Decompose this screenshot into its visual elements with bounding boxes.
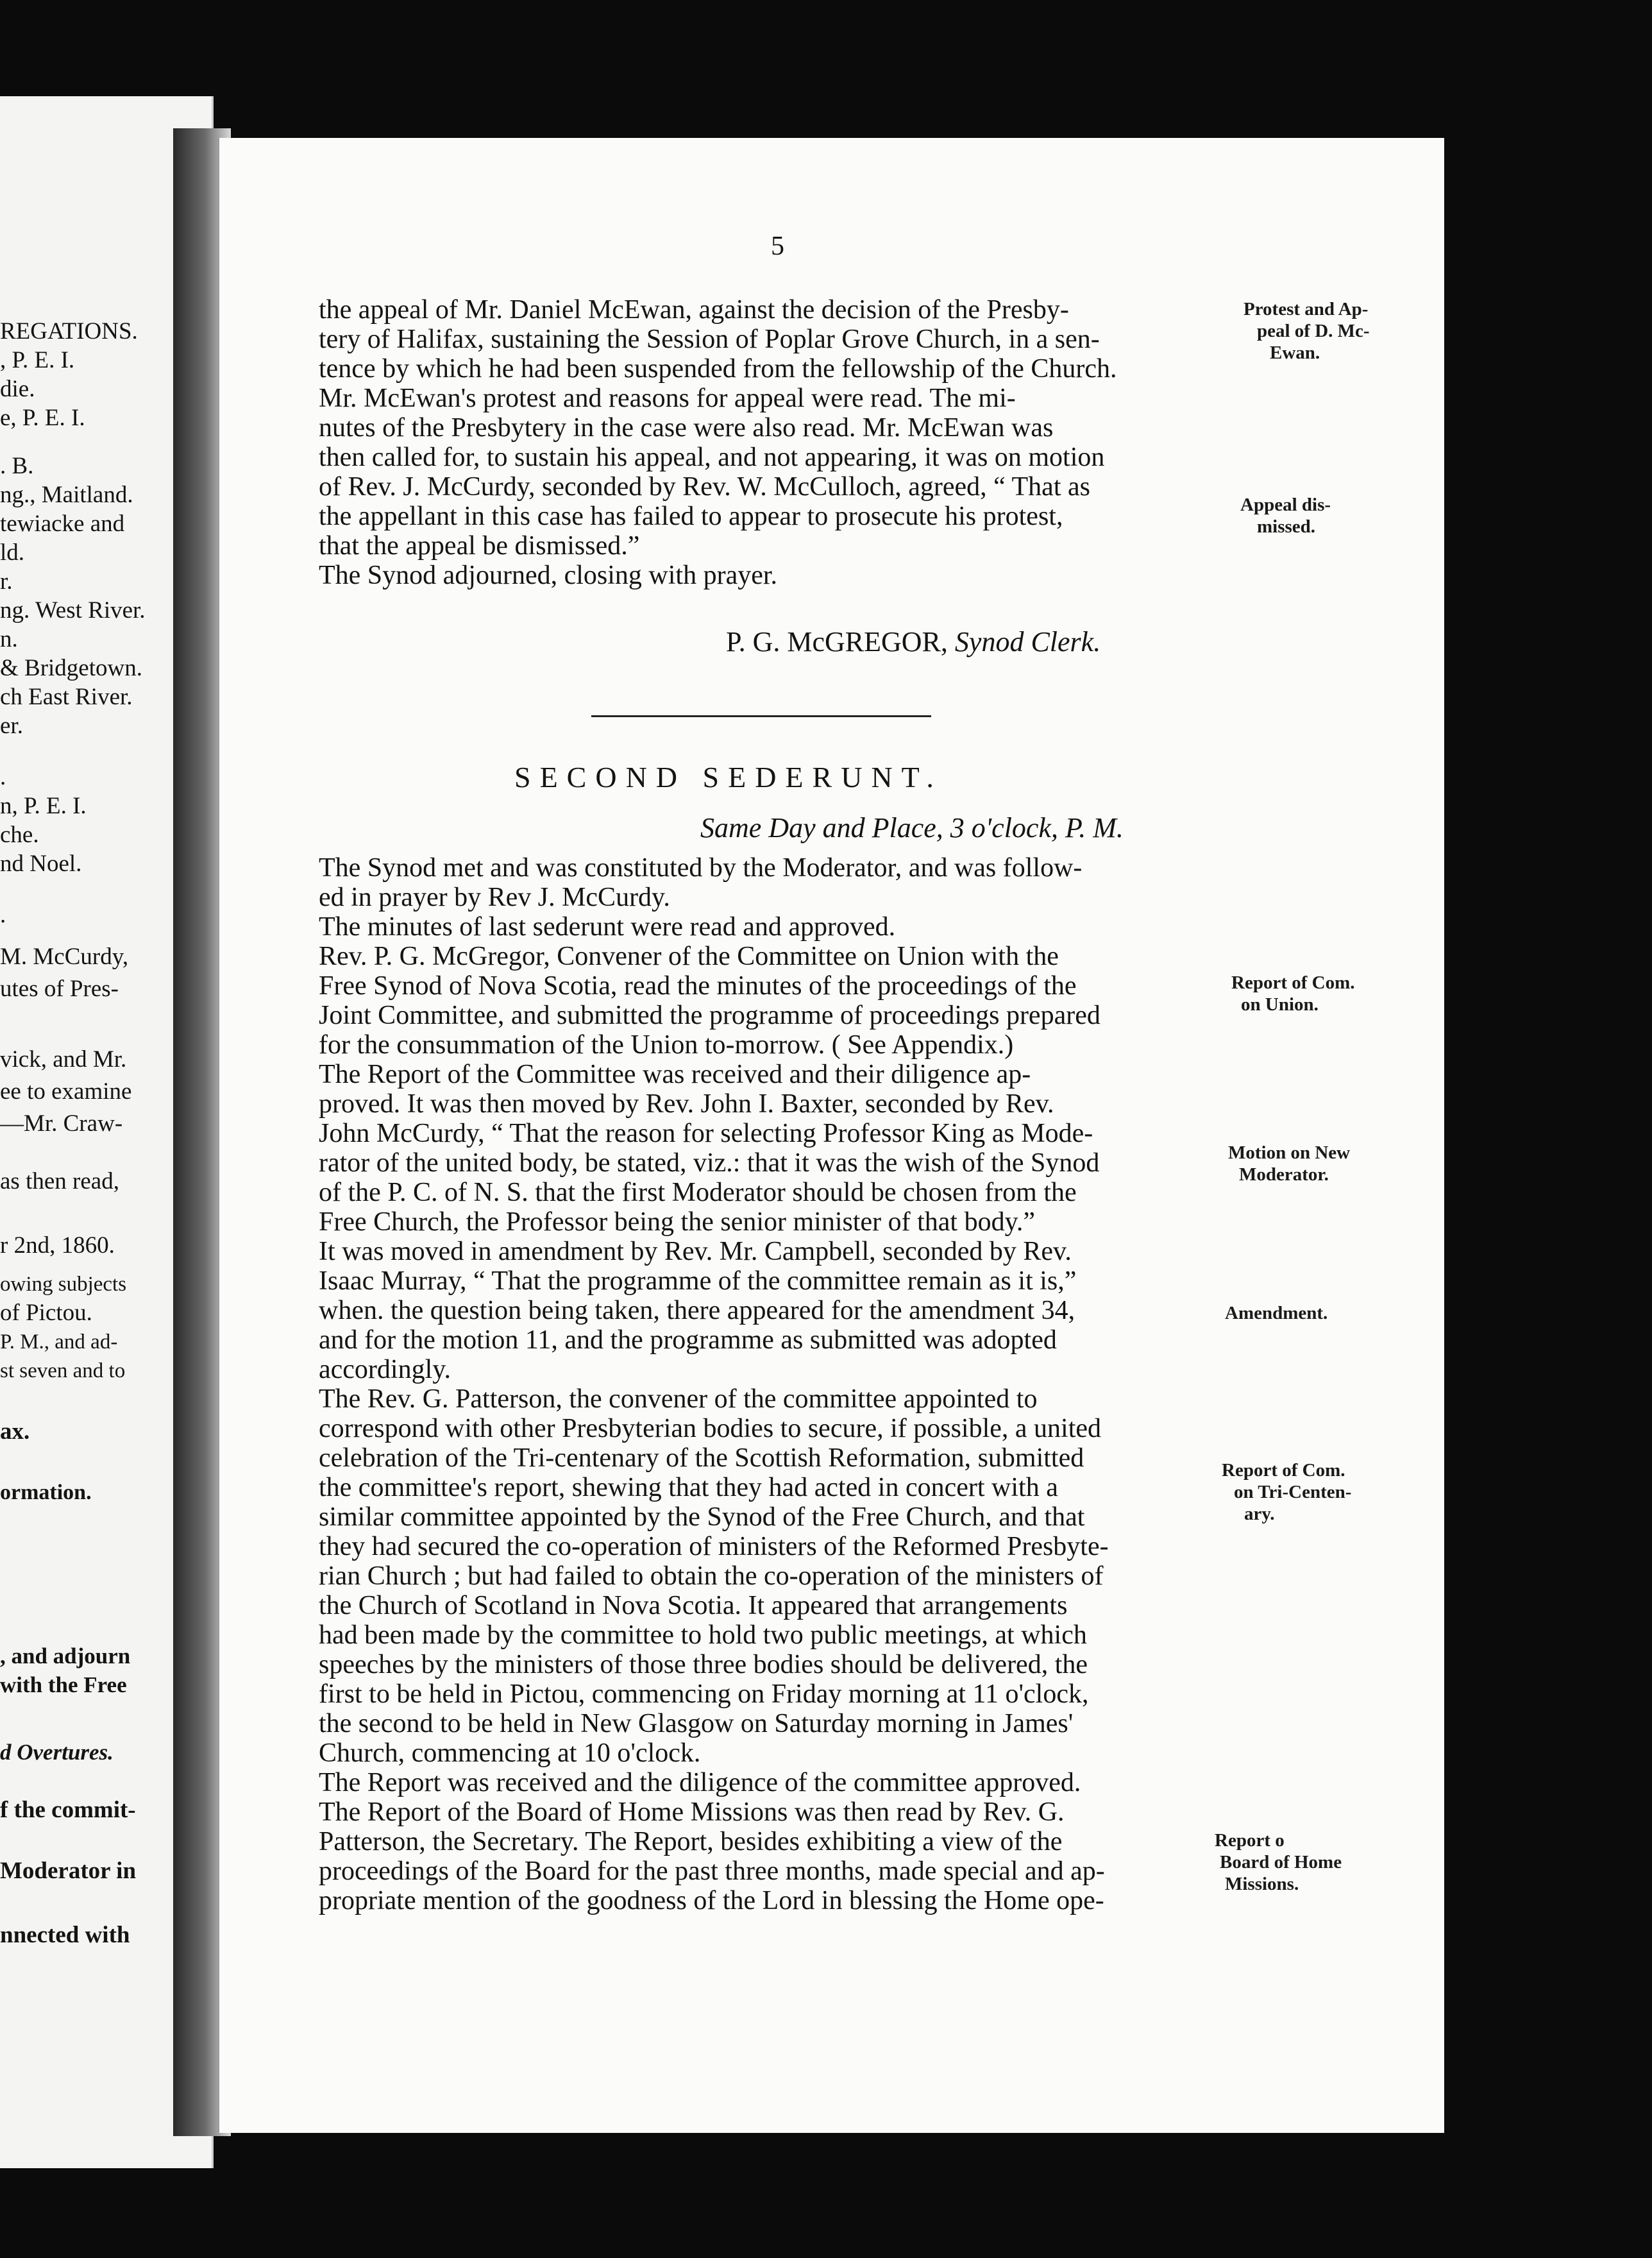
body-line: Free Church, the Professor being the senior minister of that body.” bbox=[319, 1207, 1036, 1237]
left-line: nd Noel. bbox=[0, 851, 82, 877]
body-line: the appellant in this case has failed to appear to prosecute his protest, bbox=[319, 502, 1063, 531]
body-line: The Report of the Committee was received and their diligence ap- bbox=[319, 1060, 1031, 1089]
left-line: —Mr. Craw- bbox=[0, 1110, 123, 1137]
date-line: Same Day and Place, 3 o'clock, P. M. bbox=[700, 812, 1124, 844]
body-line: Free Synod of Nova Scotia, read the minutes of the proceedings of the bbox=[319, 971, 1077, 1001]
left-line: er. bbox=[0, 713, 23, 739]
left-line: d Overtures. bbox=[0, 1740, 114, 1765]
left-line: r 2nd, 1860. bbox=[0, 1232, 115, 1259]
left-line: nnected with bbox=[0, 1922, 130, 1948]
body-line: correspond with other Presbyterian bodies to secure, if possible, a united bbox=[319, 1414, 1102, 1443]
left-line: st seven and to bbox=[0, 1359, 126, 1382]
left-line: as then read, bbox=[0, 1168, 119, 1194]
left-line: ormation. bbox=[0, 1481, 92, 1504]
signature-name: P. G. McGREGOR, bbox=[726, 626, 948, 658]
body-line: ed in prayer by Rev J. McCurdy. bbox=[319, 883, 670, 912]
body-line: of the P. C. of N. S. that the first Moderator should be chosen from the bbox=[319, 1178, 1077, 1207]
body-line: rian Church ; but had failed to obtain the co-operation of the ministers of bbox=[319, 1561, 1104, 1591]
body-line: The Rev. G. Patterson, the convener of the committee appointed to bbox=[319, 1384, 1038, 1414]
left-line: ng., Maitland. bbox=[0, 482, 133, 508]
left-line: ng. West River. bbox=[0, 597, 146, 624]
body-line: propriate mention of the goodness of the Lord in blessing the Home ope- bbox=[319, 1886, 1104, 1915]
body-line: Mr. McEwan's protest and reasons for appeal were read. The mi- bbox=[319, 384, 1016, 413]
left-line: of Pictou. bbox=[0, 1300, 92, 1326]
body-line: for the consummation of the Union to-morrow. ( See Appendix.) bbox=[319, 1030, 1014, 1060]
left-line: r. bbox=[0, 568, 13, 595]
left-line: , P. E. I. bbox=[0, 347, 75, 373]
left-line: . B. bbox=[0, 453, 34, 479]
left-line: tewiacke and bbox=[0, 511, 125, 537]
body-line: proved. It was then moved by Rev. John I. Baxter, seconded by Rev. bbox=[319, 1089, 1054, 1119]
left-line: P. M., and ad- bbox=[0, 1330, 118, 1354]
left-line: e, P. E. I. bbox=[0, 405, 85, 431]
left-line: , and adjourn bbox=[0, 1643, 131, 1668]
left-line: M. McCurdy, bbox=[0, 944, 129, 970]
left-line: ld. bbox=[0, 539, 25, 566]
body-line: Rev. P. G. McGregor, Convener of the Committee on Union with the bbox=[319, 942, 1059, 971]
body-line: similar committee appointed by the Synod of the Free Church, and that bbox=[319, 1502, 1085, 1532]
left-line: vick, and Mr. bbox=[0, 1046, 127, 1073]
body-line: accordingly. bbox=[319, 1355, 451, 1384]
body-line: Joint Committee, and submitted the programme of proceedings prepared bbox=[319, 1001, 1100, 1030]
left-line: utes of Pres- bbox=[0, 976, 119, 1002]
body-line: Isaac Murray, “ That the programme of the committee remain as it is,” bbox=[319, 1266, 1077, 1296]
left-line: ax. bbox=[0, 1418, 30, 1445]
body-line: the appeal of Mr. Daniel McEwan, against the decision of the Presby- bbox=[319, 295, 1069, 325]
left-line: with the Free bbox=[0, 1672, 127, 1697]
body-line: The minutes of last sederunt were read and approved. bbox=[319, 912, 896, 942]
left-line: ee to examine bbox=[0, 1078, 132, 1105]
body-line: The Synod adjourned, closing with prayer. bbox=[319, 561, 778, 590]
body-line: Patterson, the Secretary. The Report, besides exhibiting a view of the bbox=[319, 1827, 1063, 1856]
body-line: that the appeal be dismissed.” bbox=[319, 531, 640, 561]
left-line: f the commit- bbox=[0, 1797, 136, 1823]
body-line: nutes of the Presbytery in the case were also read. Mr. McEwan was bbox=[319, 413, 1054, 443]
body-line: The Report of the Board of Home Missions was then read by Rev. G. bbox=[319, 1797, 1065, 1827]
right-page: 5 the appeal of Mr. Daniel McEwan, against the decision of the Presby- tery of Halifax, sustaining the Session of Poplar Grove Church, in a sen- tence by which he had been suspended from the fellowship of the Church. Mr. McEwan's protest and reasons for appeal were read. The mi- nutes of the Presbytery in the case were also read. Mr. McEwan was then called for, to sustain his appeal, and not appearing, it was on motion of Rev. J. McCurdy, seconded by Rev. W. McCulloch, agreed, “ That as the appellant in this case has failed to appear to prosecute his protest, that the appeal be dismissed.” The Synod adjourned, closing with prayer. P. G. McGREGOR, Synod Clerk. SECOND SEDERUNT. Same Day and Place, 3 o'clock, P. M. The Synod met and was constituted by the Moderator, and was follow- ed in prayer by Rev J. McCurdy. The minutes of last sederunt were read and approved. Rev. P. G. McGregor, Convener of the Committee on Union with the Free Synod of Nova Scotia, read the minutes of the proceedings of the Joint Committee, and submitted the programme of proceedings prepared for the consummation of the Union to-morrow. ( See Appendix.) The Report of the Committee was received and their diligence ap- proved. It was then moved by Rev. John I. Baxter, seconded by Rev. John McCurdy, “ That the reason for selecting Professor King as Mode- rator of the united body, be stated, viz.: that it was the wish of the Synod of the P. C. of N. S. that the first Moderator should be chosen from the Free Church, the Professor being the senior minister of that body.” It was moved in amendment by Rev. Mr. Campbell, seconded by Rev. Isaac Murray, “ That the programme of the committee remain as it is,” when. the question being taken, there appeared for the amendment 34, and for the motion 11, and the programme as submitted was adopted accordingly. The Rev. G. Patterson, the convener of the committee appointed to correspond with other Presbyterian bodies to secure, if possible, a united celebration of the Tri-centenary of the Scottish Reformation, submitted the committee's report, shewing that they had acted in concert with a similar committee appointed by the Synod of the Free Church, and that they had secured the co-operation of ministers of the Reformed Presbyte- rian Church ; but had failed to obtain the co-operation of the ministers of the Church of Scotland in Nova Scotia. It appeared that arrangements had been made by the committee to hold two public meetings, at which speeches by the ministers of those three bodies should be delivered, the first to be held in Pictou, commencing on Friday morning at 11 o'clock, the second to be held in New Glasgow on Saturday morning in James' Church, commencing at 10 o'clock. The Report was received and the diligence of the committee approved. The Report of the Board of Home Missions was then read by Rev. G. Patterson, the Secretary. The Report, besides exhibiting a view of the proceedings of the Board for the past three months, made special and ap- propriate mention of the goodness of the Lord in blessing the Home ope- Protest and Ap- peal of D. Mc- Ewan. Appeal dis- missed. Report of Com. on Union. Motion on New Moderator. Amendment. Report of Com. on Tri-Centen- ary. Report o Board of Home Missions. bbox=[218, 138, 1444, 2133]
left-line: die. bbox=[0, 376, 35, 402]
body-line: of Rev. J. McCurdy, seconded by Rev. W. McCulloch, agreed, “ That as bbox=[319, 472, 1090, 502]
left-line: ch East River. bbox=[0, 684, 133, 710]
left-line: owing subjects bbox=[0, 1273, 127, 1296]
body-line: the second to be held in New Glasgow on Saturday morning in James' bbox=[319, 1709, 1074, 1738]
body-line: The Synod met and was constituted by the Moderator, and was follow- bbox=[319, 853, 1083, 883]
section-divider bbox=[591, 715, 931, 717]
body-line: had been made by the committee to hold two public meetings, at which bbox=[319, 1620, 1087, 1650]
page-number: 5 bbox=[771, 232, 784, 261]
body-line: speeches by the ministers of those three bodies should be delivered, the bbox=[319, 1650, 1088, 1679]
body-line: the committee's report, shewing that they had acted in concert with a bbox=[319, 1473, 1058, 1502]
body-line: rator of the united body, be stated, viz.: that it was the wish of the Synod bbox=[319, 1148, 1100, 1178]
signature-title: Synod Clerk. bbox=[954, 626, 1101, 658]
body-line: when. the question being taken, there appeared for the amendment 34, bbox=[319, 1296, 1075, 1325]
left-line: REGATIONS. bbox=[0, 318, 138, 344]
body-line: Church, commencing at 10 o'clock. bbox=[319, 1738, 701, 1768]
left-line: n, P. E. I. bbox=[0, 793, 87, 819]
left-line: Moderator in bbox=[0, 1858, 137, 1884]
body-line: they had secured the co-operation of ministers of the Reformed Presbyte- bbox=[319, 1532, 1109, 1561]
body-line: tence by which he had been suspended from the fellowship of the Church. bbox=[319, 354, 1117, 384]
left-line: che. bbox=[0, 822, 39, 848]
left-line: . bbox=[0, 902, 6, 928]
body-line: the Church of Scotland in Nova Scotia. It appeared that arrangements bbox=[319, 1591, 1068, 1620]
left-line: & Bridgetown. bbox=[0, 655, 142, 681]
body-line: John McCurdy, “ That the reason for selecting Professor King as Mode- bbox=[319, 1119, 1093, 1148]
signature bbox=[726, 625, 1100, 658]
body-line: and for the motion 11, and the programme as submitted was adopted bbox=[319, 1325, 1057, 1355]
body-line: proceedings of the Board for the past three months, made special and ap- bbox=[319, 1856, 1105, 1886]
body-line: The Report was received and the diligence of the committee approved. bbox=[319, 1768, 1081, 1797]
body-line: celebration of the Tri-centenary of the Scottish Reformation, submitted bbox=[319, 1443, 1084, 1473]
body-line: first to be held in Pictou, commencing on Friday morning at 11 o'clock, bbox=[319, 1679, 1089, 1709]
left-line: n. bbox=[0, 626, 18, 652]
body-line: tery of Halifax, sustaining the Session of Poplar Grove Church, in a sen- bbox=[319, 325, 1100, 354]
section-heading: SECOND SEDERUNT. bbox=[514, 761, 943, 794]
left-line: . bbox=[0, 764, 6, 790]
body-line: then called for, to sustain his appeal, and not appearing, it was on motion bbox=[319, 443, 1105, 472]
body-line: It was moved in amendment by Rev. Mr. Campbell, seconded by Rev. bbox=[319, 1237, 1072, 1266]
